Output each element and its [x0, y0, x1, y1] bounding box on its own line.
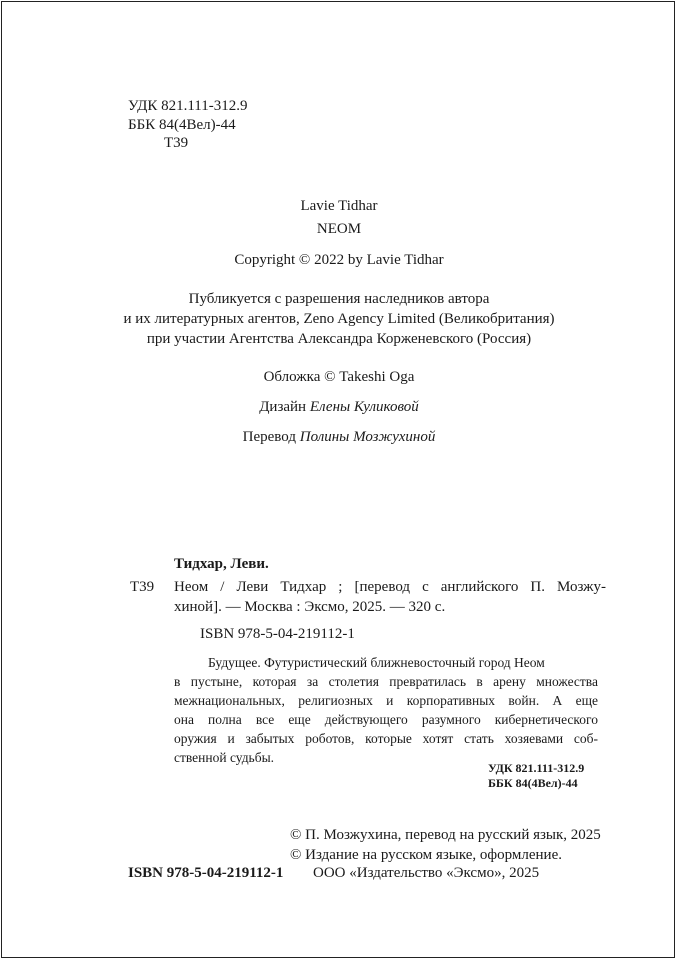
- designer-name: Елены Куликовой: [309, 399, 419, 415]
- cover-credit: Обложка © Takeshi Oga: [263, 369, 415, 385]
- catalog-mark: Т39: [130, 579, 155, 595]
- edition-copyright: © Издание на русском языке, оформление.: [290, 847, 562, 863]
- copyright-line: Copyright © 2022 by Lavie Tidhar: [234, 252, 444, 268]
- catalog-entry-line-2: хиной]. — Москва : Эксмо, 2025. — 320 с.: [174, 599, 446, 615]
- page-border: [1, 1, 675, 958]
- translation-copyright: © П. Мозжухина, перевод на русский язык, 2025: [290, 827, 601, 843]
- annotation-line-6: ственной судьбы.: [174, 750, 275, 765]
- catalog-isbn: ISBN 978-5-04-219112-1: [200, 626, 355, 642]
- annotation-line-3: межнациональных, религиозных и корпоративных войн. А еще: [174, 693, 598, 708]
- udk-code: УДК 821.111-312.9: [128, 98, 248, 114]
- design-credit: [0, 398, 678, 416]
- translation-label: Перевод: [242, 429, 296, 445]
- catalog-entry-line-1: Неом / Леви Тидхар ; [перевод с английского П. Мозжу-: [174, 579, 606, 595]
- catalog-heading: Тидхар, Леви.: [174, 556, 269, 572]
- annotation-line-4: она полна все еще действующего разумного кибернетического: [174, 712, 598, 727]
- translator-name: Полины Мозжухиной: [299, 429, 436, 445]
- annotation-line-5: оружия и забытых роботов, которые хотят стать хозяевами соб-: [174, 731, 598, 746]
- translation-credit: [0, 428, 678, 446]
- publisher-copyright: ООО «Издательство «Эксмо», 2025: [313, 865, 540, 881]
- author-mark: Т39: [164, 135, 189, 151]
- bbk-code: ББК 84(4Вел)-44: [128, 117, 236, 133]
- annotation-line-1: Будущее. Футуристический ближневосточный город Неом: [208, 655, 545, 670]
- original-title: NEOM: [316, 221, 362, 237]
- permission-line-2: и их литературных агентов, Zeno Agency Limited (Великобритания): [123, 311, 555, 327]
- footer-isbn: ISBN 978-5-04-219112-1: [128, 865, 284, 881]
- catalog-bbk: ББК 84(4Вел)-44: [488, 776, 578, 790]
- permission-line-3: при участии Агентства Александра Корженевского (Россия): [146, 331, 532, 347]
- permission-line-1: Публикуется с разрешения наследников автора: [188, 291, 490, 307]
- annotation-line-2: в пустыне, которая за столетия превратилась в арену множества: [174, 674, 598, 689]
- original-author: Lavie Tidhar: [300, 198, 378, 214]
- design-label: Дизайн: [259, 399, 307, 415]
- catalog-udk: УДК 821.111-312.9: [488, 761, 585, 775]
